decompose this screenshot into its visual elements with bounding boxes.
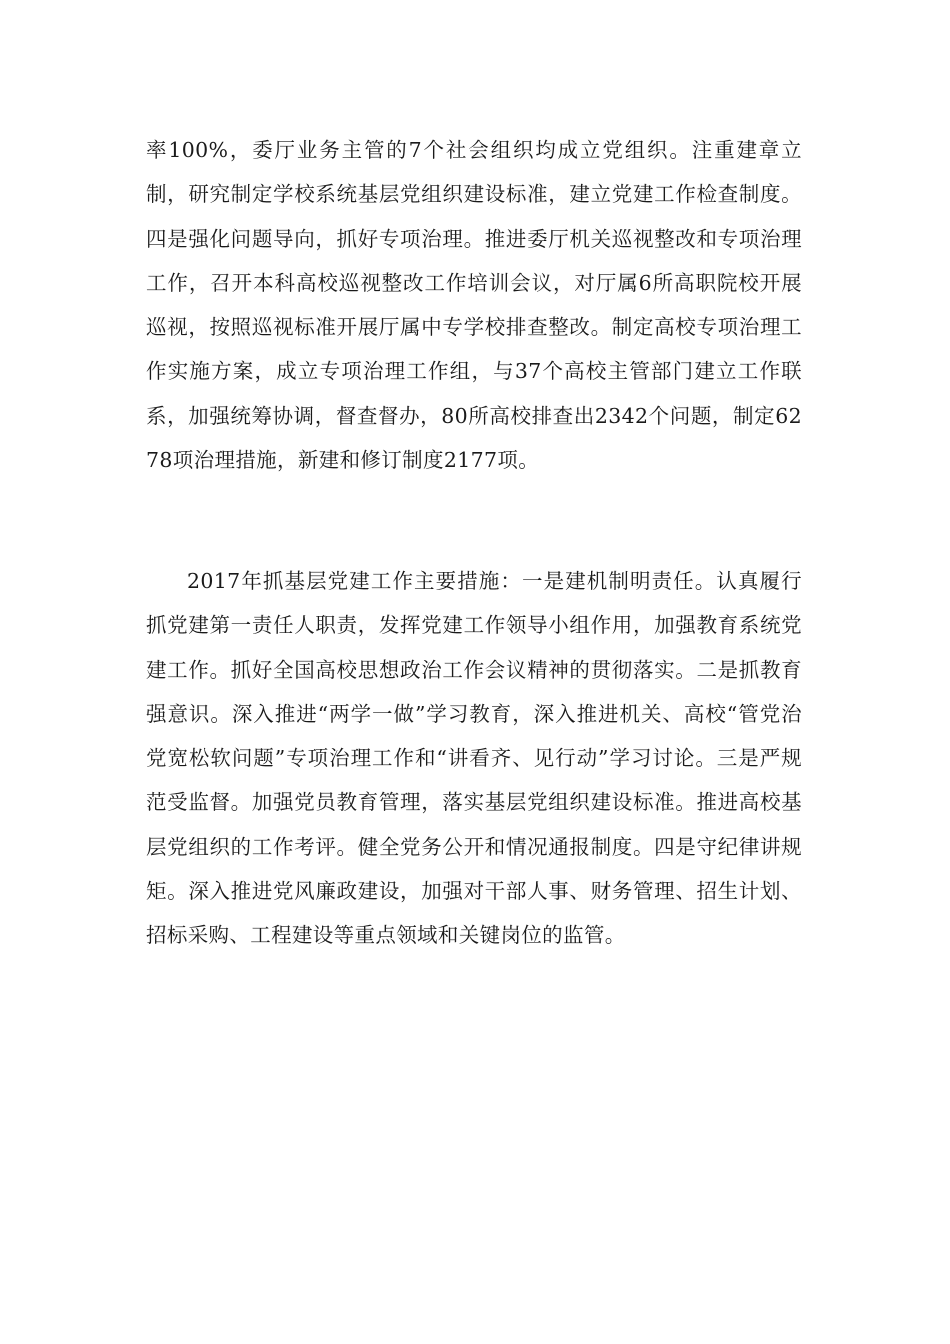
paragraph-2017-measures: 2017年抓基层党建工作主要措施：一是建机制明责任。认真履行抓党建第一责任人职责，发挥党建工作领导小组作用，加强教育系统党建工作。抓好全国高校思想政治工作会议精神的贯彻落实。二是抓教育强意识。深入推进“两学一做”学习教育，深入推进机关、高校“管党治党宽松软问题”专项治理工作和“讲看齐、见行动”学习讨论。三是严规范受监督。加强党员教育管理，落实基层党组织建设标准。推进高校基层党组织的工作考评。健全党务公开和情况通报制度。四是守纪律讲规矩。深入推进党风廉政建设，加强对干部人事、财务管理、招生计划、招标采购、工程建设等重点领域和关键岗位的监管。 — [146, 569, 802, 948]
paragraph-continued: 率100%，委厅业务主管的7个社会组织均成立党组织。注重建章立制，研究制定学校系统基层党组织建设标准，建立党建工作检查制度。四是强化问题导向，抓好专项治理。推进委厅机关巡视整改和专项治理工作，召开本科高校巡视整改工作培训会议，对厅属6所高职院校开展巡视，按照巡视标准开展厅属中专学校排查整改。制定高校专项治理工作实施方案，成立专项治理工作组，与37个高校主管部门建立工作联系，加强统筹协调，督查督办，80所高校排查出2342个问题，制定6278项治理措施，新建和修订制度2177项。 — [146, 138, 802, 473]
